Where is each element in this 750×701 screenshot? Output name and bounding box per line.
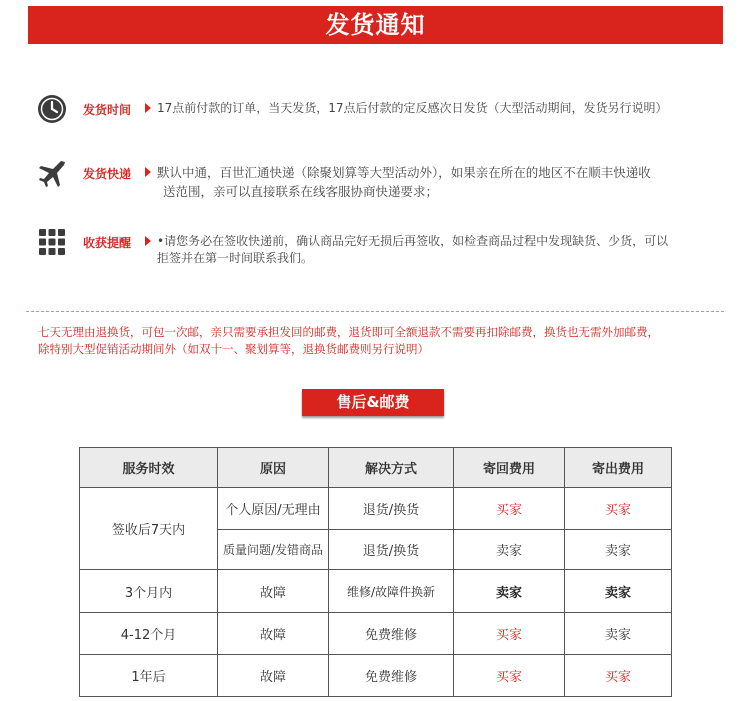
shipping-time-label: 发货时间: [83, 103, 132, 117]
table-row: [80, 654, 672, 696]
solution-cell: 退货/换货: [329, 488, 454, 530]
section-title: 售后&邮费: [302, 389, 444, 416]
send-fee-cell: 买家: [565, 488, 672, 530]
shipping-time-row: [36, 93, 736, 125]
dashed-divider: [26, 311, 724, 312]
column-header: 寄出费用: [565, 448, 672, 488]
return-fee-cell: 卖家: [454, 570, 565, 612]
send-fee-cell: 卖家: [565, 570, 672, 612]
table-row: [80, 488, 672, 530]
after-sales-table: [79, 447, 672, 697]
receiving-reminder-label: 收获提醒: [83, 236, 132, 250]
return-fee-cell: 卖家: [454, 530, 565, 570]
period-cell: 签收后7天内: [80, 488, 218, 570]
column-header: 服务时效: [80, 448, 218, 488]
solution-cell: 免费维修: [329, 612, 454, 654]
grid-icon: [36, 226, 68, 258]
receiving-reminder-row: [36, 226, 736, 266]
shipping-courier-text-line1: 默认中通，百世汇通快递（除聚划算等大型活动外），如果亲在所在的地区不在顺丰快递收: [157, 165, 651, 180]
clock-icon: [36, 93, 68, 125]
reason-cell: 质量问题/发错商品: [218, 530, 329, 570]
column-header: 原因: [218, 448, 329, 488]
period-cell: 4-12个月: [80, 612, 218, 654]
column-header: 寄回费用: [454, 448, 565, 488]
solution-cell: 退货/换货: [329, 530, 454, 570]
return-fee-cell: 买家: [454, 654, 565, 696]
send-fee-cell: 卖家: [565, 530, 672, 570]
airplane-icon: [36, 157, 68, 189]
shipping-time-text: 17点前付款的订单，当天发货，17点后付款的定反感次日发货（大型活动期间，发货另行说明）: [157, 101, 668, 115]
arrow-right-icon: [145, 236, 151, 246]
period-cell: 1年后: [80, 654, 218, 696]
period-cell: 3个月内: [80, 570, 218, 612]
solution-cell: 维修/故障件换新: [329, 570, 454, 612]
receiving-reminder-text-line2: 拒签并在第一时间联系我们。: [157, 251, 314, 265]
return-policy-line2: 除特别大型促销活动期间外（如双十一、聚划算等，退换货邮费则另行说明）: [38, 342, 429, 356]
shipping-courier-text-line2: 送范围，亲可以直接联系在线客服协商快递要求；: [163, 184, 439, 199]
receiving-reminder-text-line1: •请您务必在签收快递前，确认商品完好无损后再签收，如检查商品过程中发现缺货、少货，可以: [157, 234, 669, 248]
solution-cell: 免费维修: [329, 654, 454, 696]
return-policy-line1: 七天无理由退换货，可包一次邮，亲只需要承担发回的邮费，退货即可全额退款不需要再扣除邮费，换货也无需外加邮费，: [38, 325, 659, 339]
send-fee-cell: 卖家: [565, 612, 672, 654]
arrow-right-icon: [145, 103, 151, 113]
receiving-reminder-text: [157, 233, 668, 267]
page-title: 发货通知: [28, 6, 723, 44]
shipping-courier-row: [36, 157, 736, 201]
reason-cell: 故障: [218, 654, 329, 696]
table-row: [80, 612, 672, 654]
send-fee-cell: 买家: [565, 654, 672, 696]
shipping-courier-label: 发货快递: [83, 167, 132, 181]
return-fee-cell: 买家: [454, 488, 565, 530]
return-policy-notice: [38, 324, 738, 358]
table-header-row: [80, 448, 672, 488]
reason-cell: 故障: [218, 612, 329, 654]
reason-cell: 个人原因/无理由: [218, 488, 329, 530]
table-row: [80, 570, 672, 612]
reason-cell: 故障: [218, 570, 329, 612]
return-fee-cell: 买家: [454, 612, 565, 654]
column-header: 解决方式: [329, 448, 454, 488]
shipping-courier-text: [157, 163, 651, 201]
arrow-right-icon: [145, 167, 151, 177]
